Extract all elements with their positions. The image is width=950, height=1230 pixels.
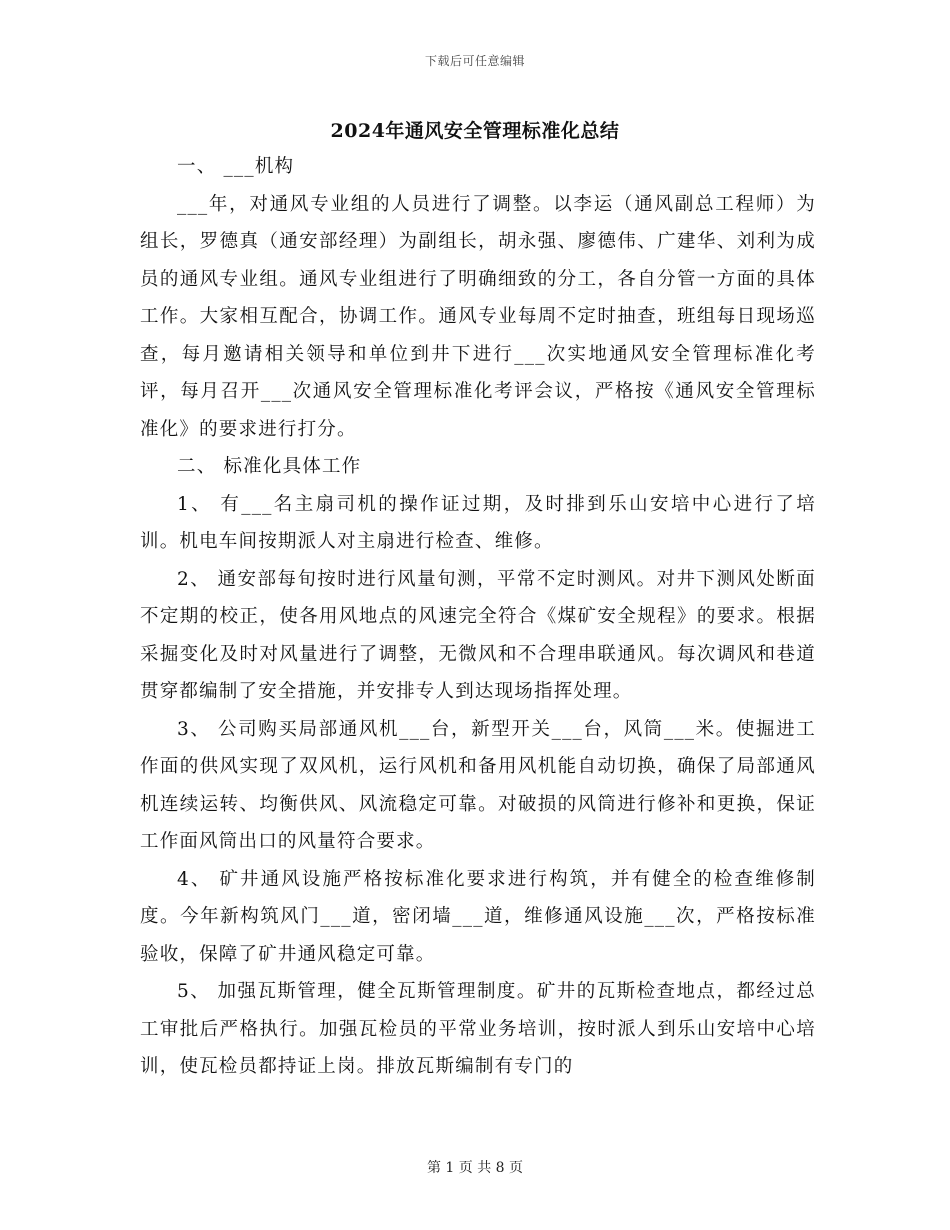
work-item-1: 1、 有___名主扇司机的操作证过期，及时排到乐山安培中心进行了培训。机电车间按期派人对主扇进行检查、维修。 [140, 493, 816, 552]
page-number-footer: 第 1 页 共 8 页 [426, 1160, 524, 1176]
section-paragraph-organization: ___年，对通风专业组的人员进行了调整。以李运（通风副总工程师）为组长，罗德真（通安部经理）为副组长，胡永强、廖德伟、广建华、刘利为成员的通风专业组。通风专业组进行了明确细致的分工，各自分管一方面的具体工作。大家相互配合，协调工作。通风专业每周不定时抽查，班组每日现场巡查，每月邀请相关领导和单位到井下进行___次实地通风安全管理标准化考评，每月召开___次通风安全管理标准化考评会议，严格按《通风安全管理标准化》的要求进行打分。 [140, 193, 816, 440]
work-item-5: 5、 加强瓦斯管理，健全瓦斯管理制度。矿井的瓦斯检查地点，都经过总工审批后严格执行。加强瓦检员的平常业务培训，按时派人到乐山安培中心培训，使瓦检员都持证上岗。排放瓦斯编制有专门的 [140, 981, 816, 1077]
work-item-2: 2、 通安部每旬按时进行风量旬测，平常不定时测风。对井下测风处断面不定期的校正，使各用风地点的风速完全符合《煤矿安全规程》的要求。根据采掘变化及时对风量进行了调整，无微风和不合理串联通风。每次调风和巷道贯穿都编制了安全措施，并安排专人到达现场指挥处理。 [140, 568, 816, 702]
page-header-note: 下载后可任意编辑 [424, 54, 525, 68]
work-item-3: 3、 公司购买局部通风机___台，新型开关___台，风筒___米。使掘进工作面的供风实现了双风机，运行风机和备用风机能自动切换，确保了局部通风机连续运转、均衡供风、风流稳定可靠。对破损的风筒进行修补和更换，保证工作面风筒出口的风量符合要求。 [140, 718, 816, 852]
document-title: 2024年通风安全管理标准化总结 [330, 120, 620, 142]
work-item-4: 4、 矿井通风设施严格按标准化要求进行构筑，并有健全的检查维修制度。今年新构筑风门___道，密闭墙___道，维修通风设施___次，严格按标准验收，保障了矿井通风稳定可靠。 [140, 868, 816, 965]
section-heading-organization: 一、 ___机构 [177, 156, 295, 177]
section-heading-standardization-work: 二、 标准化具体工作 [177, 456, 362, 477]
document-body [140, 148, 816, 1086]
